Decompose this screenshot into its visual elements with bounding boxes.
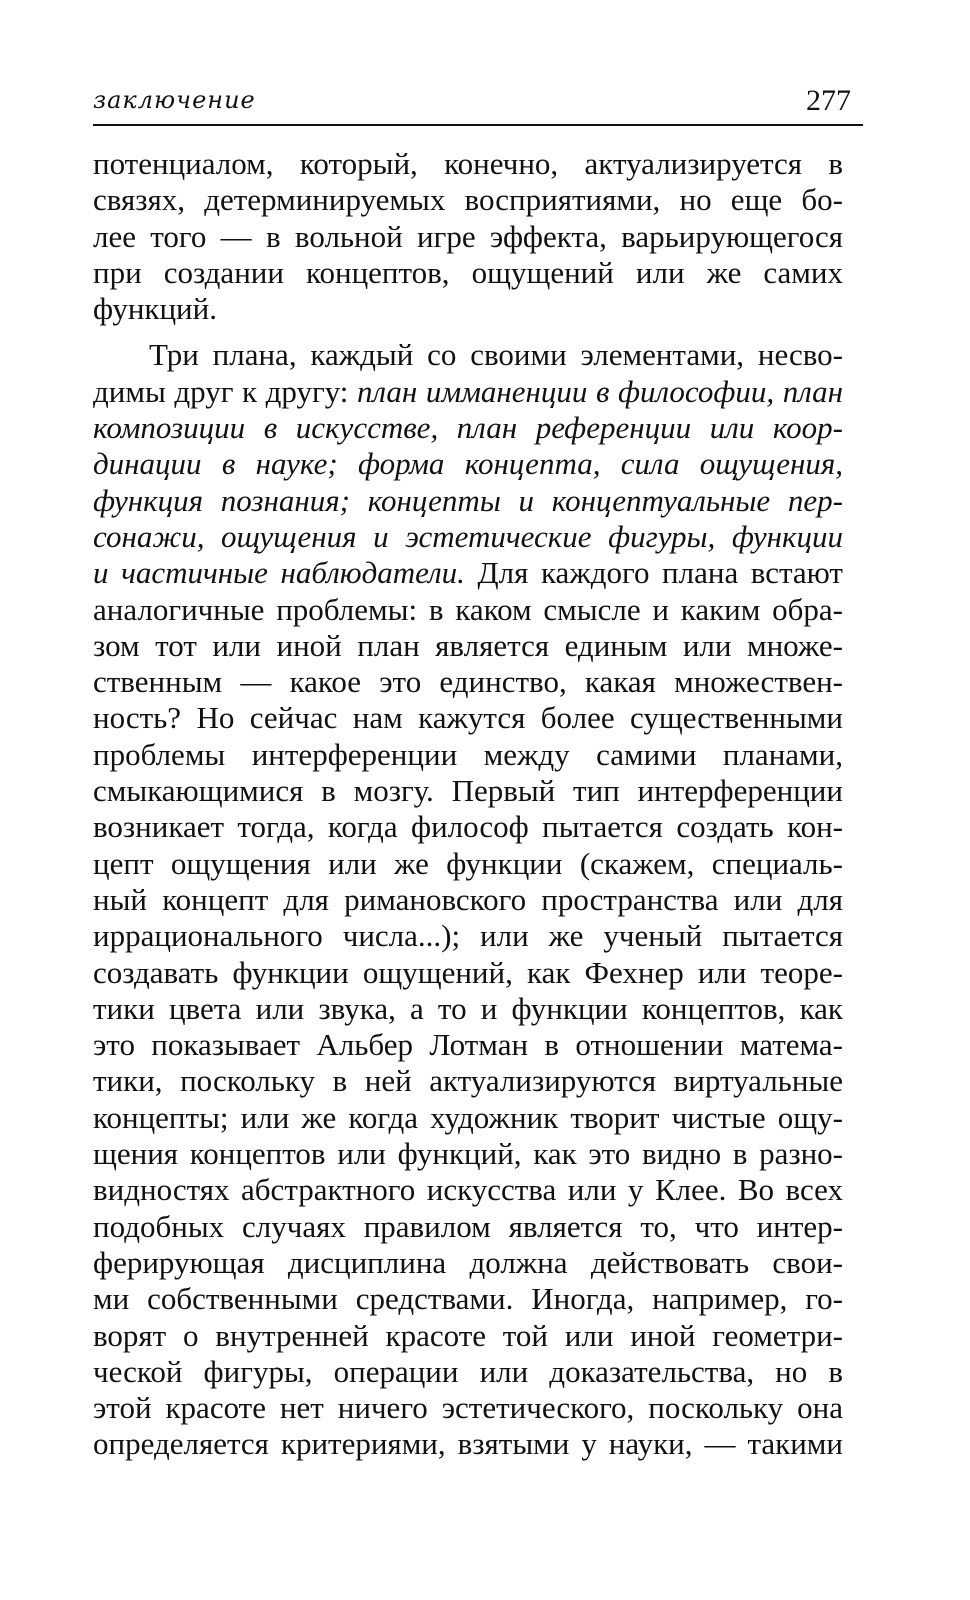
text-segment: Для каждого плана встают [464, 555, 843, 591]
text-segment: проблемы интерференции между самими планами, [93, 736, 843, 772]
text-segment: зом тот или иной план является единым или множе- [93, 627, 843, 663]
text-line [93, 519, 843, 555]
text-segment: возникает тогда, когда философ пытается создать кон- [93, 809, 843, 845]
text-segment: тики, поскольку в ней актуализируются виртуальные [93, 1063, 843, 1099]
text-line [93, 991, 843, 1027]
text-segment: щения концептов или функций, как это видно в разно- [93, 1136, 843, 1172]
text-segment: ферирующая дисциплина должна действовать свои- [93, 1244, 843, 1280]
text-segment: связях, детерминируемых восприятиями, но еще бо- [93, 182, 843, 218]
text-segment: аналогичные проблемы: в каком смысле и каким обра- [93, 591, 843, 627]
text-line [93, 882, 843, 918]
text-line [93, 664, 843, 700]
text-line [93, 1354, 843, 1390]
text-segment: подобных случаях правилом является то, что интер- [93, 1208, 843, 1244]
text-line [93, 483, 843, 519]
text-line [93, 219, 843, 255]
italic-text-segment: сонажи, ощущения и эстетические фигуры, функции [93, 518, 843, 554]
text-line [93, 410, 843, 446]
text-segment: создавать функции ощущений, как Фехнер или теоре- [93, 954, 843, 990]
text-segment: ческой фигуры, операции или доказательства, но в [93, 1353, 843, 1389]
text-line [93, 555, 843, 591]
text-line [93, 337, 843, 373]
text-segment: потенциалом, который, конечно, актуализируется в [93, 146, 843, 181]
text-segment: ми собственными средствами. Иногда, например, го- [93, 1281, 843, 1317]
text-line [93, 255, 843, 291]
text-segment: концепты; или же когда художник творит чистые ощу- [93, 1099, 843, 1135]
text-segment: смыкающимися в мозгу. Первый тип интерференции [93, 773, 843, 809]
italic-text-segment: функция познания; концепты и концептуальные пер- [93, 482, 843, 518]
text-segment: димы друг к другу: [93, 373, 357, 409]
text-line [93, 1027, 843, 1063]
text-segment: цепт ощущения или же функции (скажем, специаль- [93, 845, 843, 881]
text-line [93, 182, 843, 218]
text-segment: иррационального числа...); или же ученый пытается [93, 918, 843, 954]
text-line [93, 1245, 843, 1281]
text-segment: определяется критериями, взятыми у науки, — такими [93, 1426, 843, 1462]
text-line [93, 446, 843, 482]
text-segment: при создании концептов, ощущений или же самих [93, 254, 843, 290]
text-line [93, 809, 843, 845]
italic-text-segment: композиции в искусстве, план референции или коор- [93, 410, 843, 446]
italic-text-segment: и частичные наблюдатели. [93, 555, 465, 591]
text-line [93, 918, 843, 954]
text-segment: видностях абстрактного искусства или у Клее. Во всех [93, 1172, 843, 1208]
header-rule [93, 124, 863, 126]
text-line [93, 700, 843, 736]
text-line [93, 374, 843, 410]
text-line [93, 1063, 843, 1099]
text-segment: функций. [93, 291, 217, 327]
text-segment: Три плана, каждый со своими элементами, несво- [149, 337, 843, 373]
text-segment: лее того — в вольной игре эффекта, варьирующегося [93, 218, 843, 254]
text-line [93, 1209, 843, 1245]
body-text [93, 146, 843, 1463]
running-head [93, 82, 863, 122]
text-segment: ворят о внутренней красоте той или иной геометри- [93, 1317, 843, 1353]
text-line [93, 1390, 843, 1426]
text-line [93, 1172, 843, 1208]
text-segment: ственным — какое это единство, какая множествен- [93, 664, 843, 700]
text-line [93, 846, 843, 882]
italic-text-segment: динации в науке; форма концепта, сила ощущения, [93, 446, 843, 482]
page-number: 277 [806, 84, 851, 117]
text-line [93, 737, 843, 773]
italic-text-segment: план имманенции в философии, план [357, 373, 843, 409]
text-segment: этой красоте нет ничего эстетического, поскольку она [93, 1390, 843, 1426]
text-line [93, 146, 843, 182]
section-title: заключение [93, 86, 256, 114]
text-segment: ность? Но сейчас нам кажутся более существенными [93, 700, 843, 736]
text-line [93, 592, 843, 628]
text-line [93, 1426, 843, 1462]
paragraph-gap [93, 327, 843, 337]
text-segment: это показывает Альбер Лотман в отношении матема- [93, 1027, 843, 1063]
text-line [93, 291, 843, 327]
text-line [93, 628, 843, 664]
text-line [93, 1100, 843, 1136]
text-line [93, 955, 843, 991]
text-line [93, 773, 843, 809]
text-segment: ный концепт для римановского пространства или для [93, 881, 843, 917]
text-line [93, 1281, 843, 1317]
text-segment: тики цвета или звука, а то и функции концептов, как [93, 990, 843, 1026]
text-line [93, 1318, 843, 1354]
text-line [93, 1136, 843, 1172]
